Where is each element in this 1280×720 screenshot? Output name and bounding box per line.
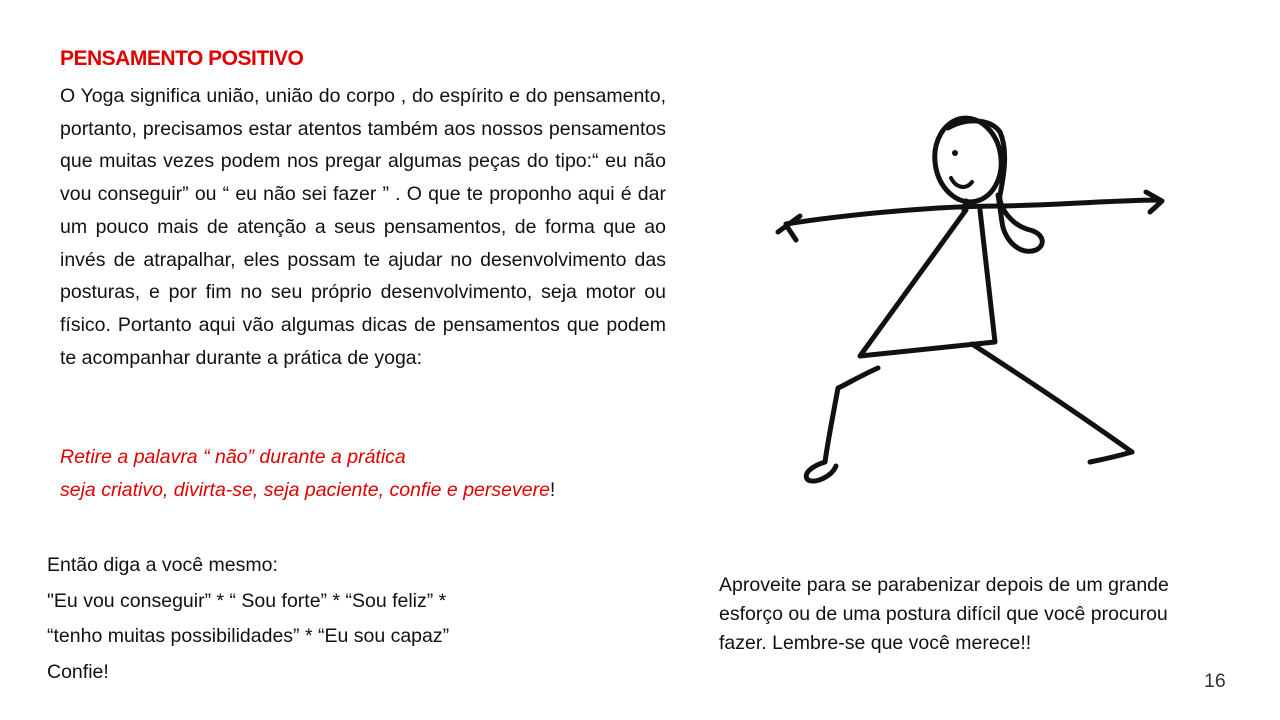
affirmations-line-2: “tenho muitas possibilidades” * “Eu sou capaz” [47, 625, 450, 647]
back-foot-shape [806, 462, 836, 481]
body-paragraph: O Yoga significa união, união do corpo , do espírito e do pensamento, portanto, precisamos estar atentos também aos nossos pensamentos que muitas vezes podem nos pregar algumas peças do tipo:“ eu não vou conseguir” ou “ eu não sei fazer ” . O que te proponho aqui é dar um pouco mais de atenção a seus pensamentos, de forma que ao invés de atrapalhar, eles possam te ajudar no desenvolvimento das posturas, e por fim no seu próprio desenvolvimento, seja motor ou físico. Portanto aqui vão algumas dicas de pensamentos que podem te acompanhar durante a prática de yoga: [60, 85, 666, 369]
tip-line-2 [60, 479, 555, 502]
affirmations-line-3: Confie! [47, 660, 109, 683]
front-leg-line [972, 344, 1132, 452]
affirmations-line-1: "Eu vou conseguir” * “ Sou forte” * “Sou feliz” * [47, 589, 447, 612]
congratulation-note: Aproveite para se parabenizar depois de um grande esforço ou de uma postura difícil que você procurou fazer. Lembre-se que você merece!! [719, 574, 1169, 654]
dress-shape [860, 210, 995, 356]
left-hand-shape [778, 216, 800, 240]
stick-figure-illustration [760, 110, 1180, 500]
front-foot-shape [1090, 452, 1132, 462]
affirmations-block [47, 548, 449, 690]
affirmations-intro: Então diga a você mesmo: [47, 554, 278, 576]
eye-shape [952, 150, 958, 156]
smile-shape [951, 178, 972, 187]
back-leg-line [825, 368, 878, 462]
tip-line-1: Retire a palavra “ não” durante a prática [60, 446, 406, 468]
tip-line-2-text: seja criativo, divirta-se, seja paciente, confie e persevere [60, 479, 550, 501]
page-title: PENSAMENTO POSITIVO [60, 47, 304, 70]
page-number: 16 [1204, 670, 1226, 692]
tip-line-2-end: ! [549, 479, 556, 501]
